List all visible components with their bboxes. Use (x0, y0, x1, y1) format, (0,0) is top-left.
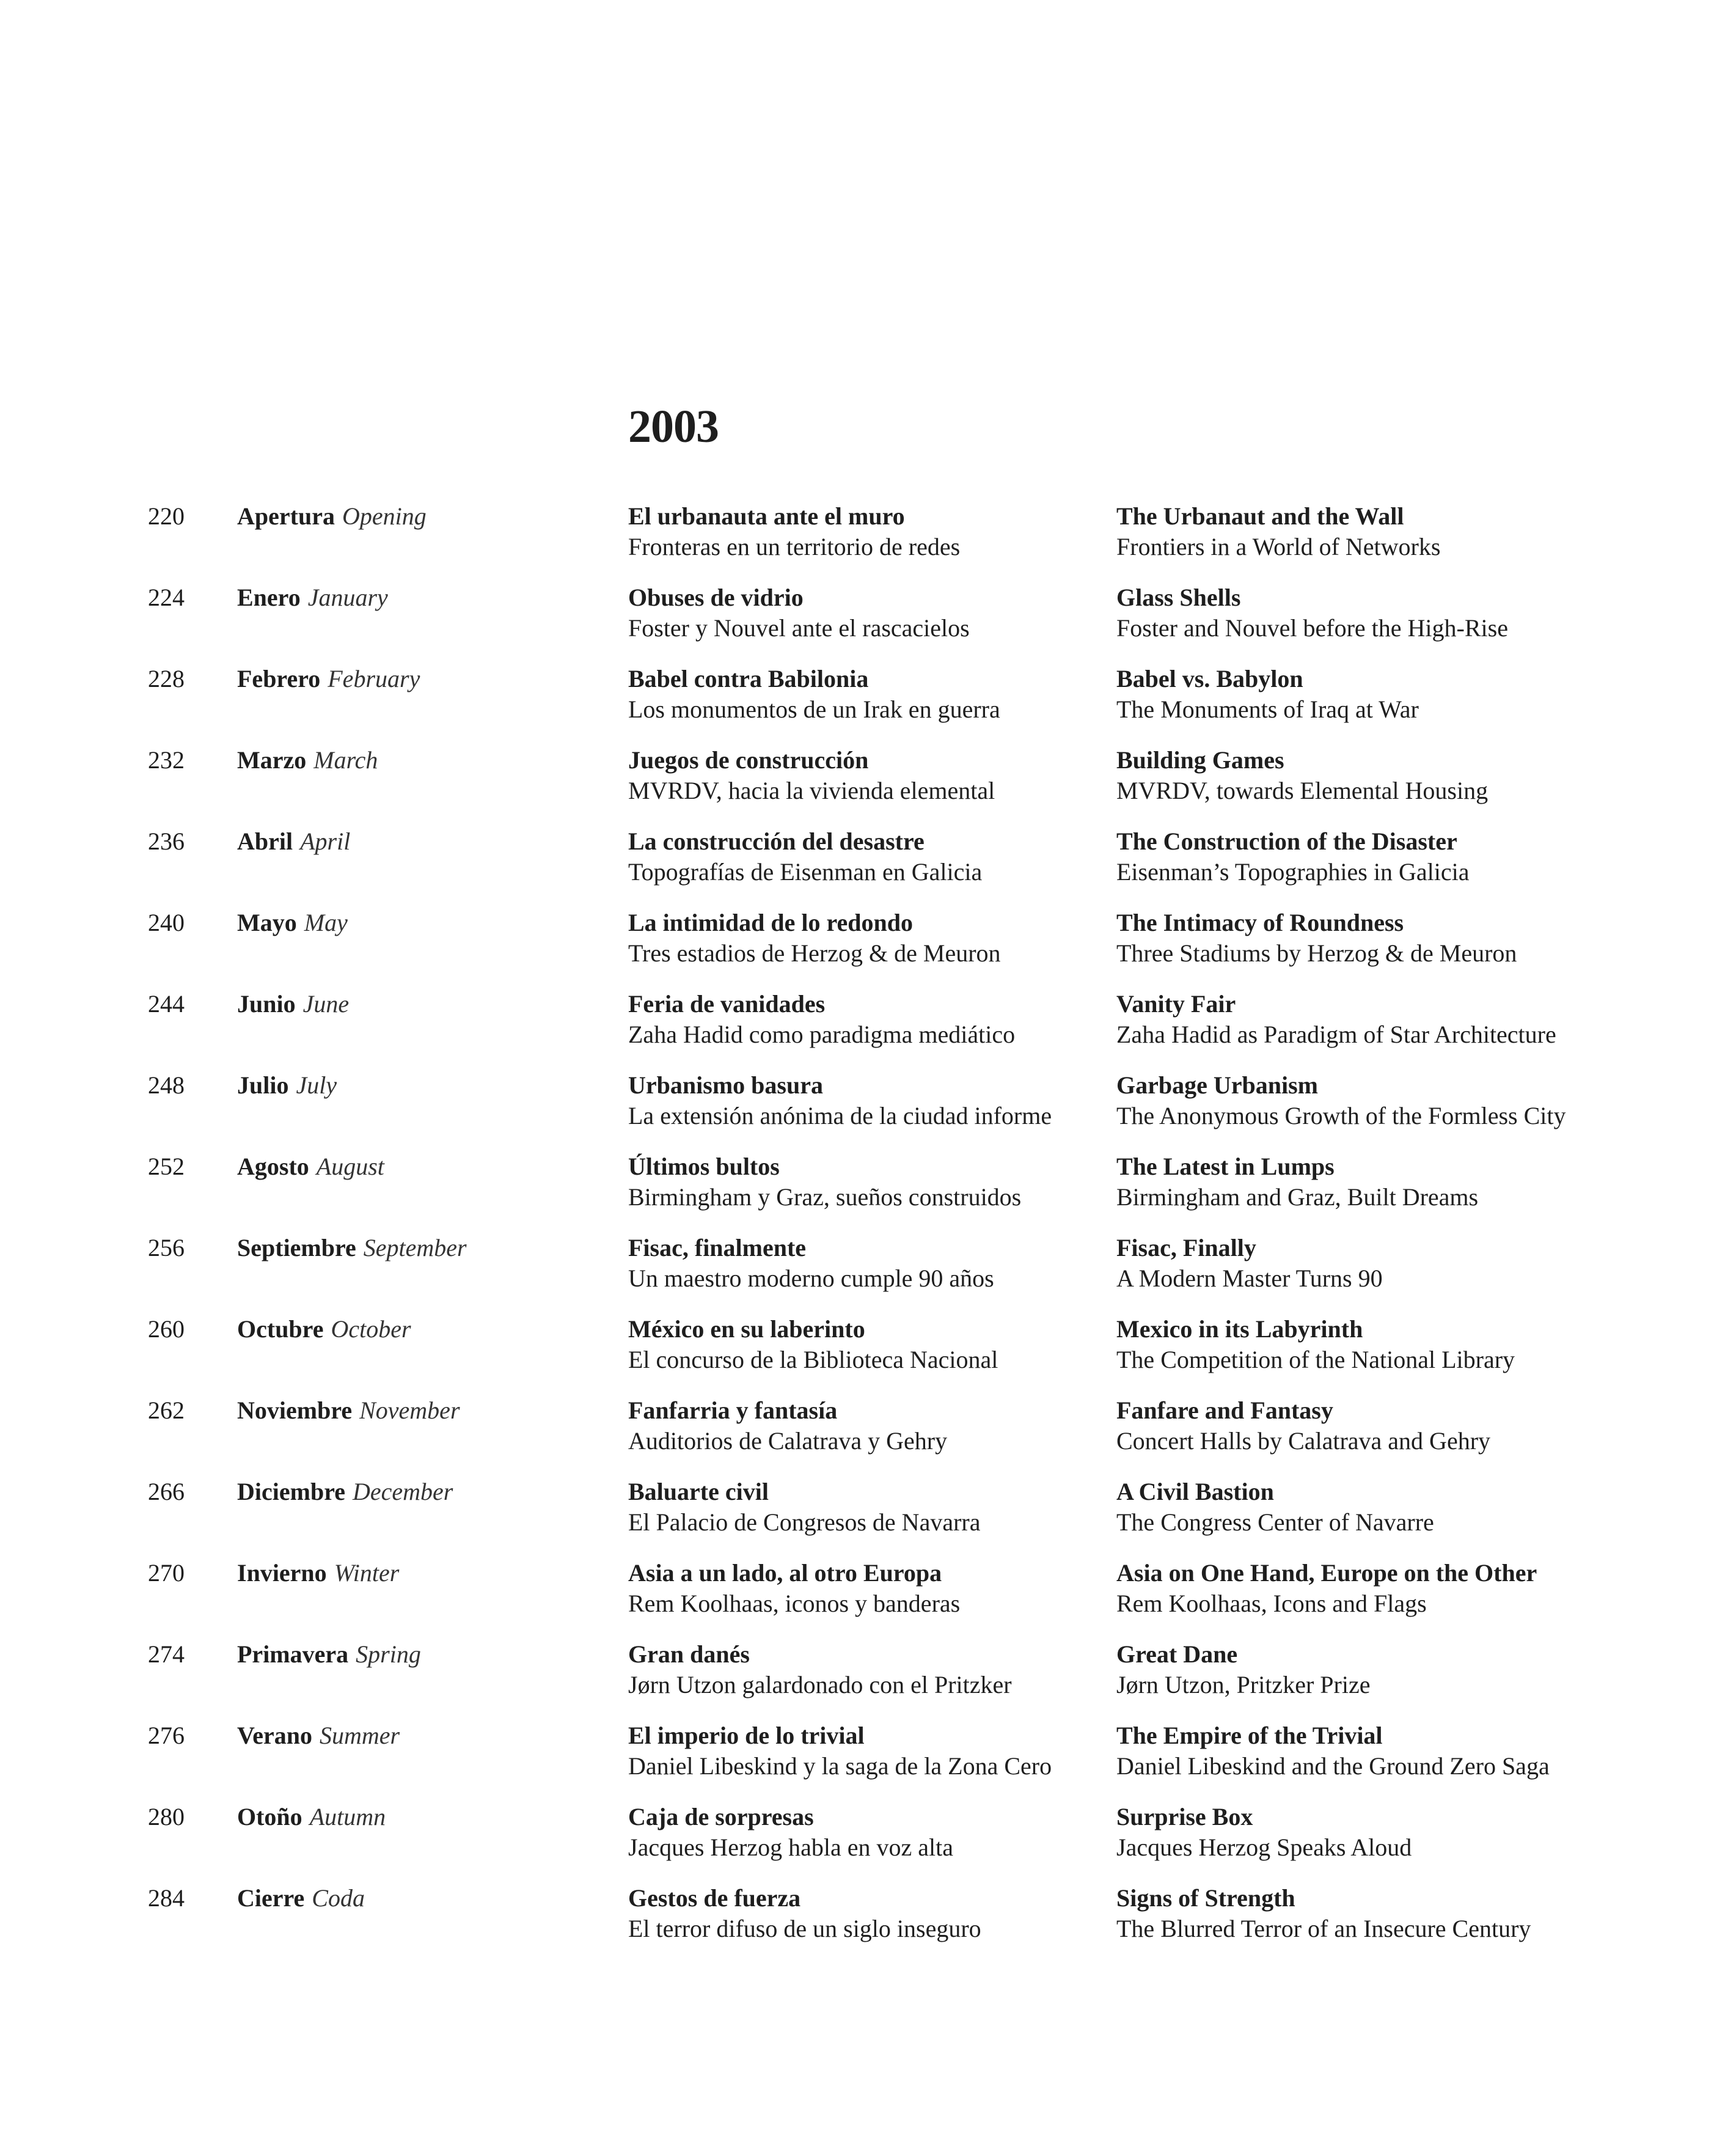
english-title-block (1116, 826, 1469, 887)
month-label (237, 1070, 337, 1101)
page-number: 260 (148, 1315, 185, 1343)
subtitle-spanish: La extensión anónima de la ciudad informe (628, 1102, 1052, 1129)
subtitle-english: Rem Koolhaas, Icons and Flags (1116, 1590, 1427, 1617)
page-number: 232 (148, 746, 185, 774)
toc-entry (0, 989, 1736, 1070)
toc-entry (0, 582, 1736, 664)
page-number: 224 (148, 584, 185, 611)
toc-entry (0, 664, 1736, 745)
month-english: November (359, 1397, 460, 1424)
month-label (237, 1802, 386, 1832)
toc-entry (0, 501, 1736, 582)
month-spanish: Primavera (237, 1640, 349, 1668)
month-spanish: Agosto (237, 1153, 309, 1180)
subtitle-spanish: El terror difuso de un siglo inseguro (628, 1915, 981, 1942)
subtitle-spanish: Los monumentos de un Irak en guerra (628, 696, 1000, 723)
month-english: June (302, 990, 350, 1018)
title-english: Glass Shells (1116, 584, 1241, 611)
month-english: January (307, 584, 388, 611)
toc-entry (0, 826, 1736, 908)
toc-entry (0, 1233, 1736, 1314)
english-title-block (1116, 664, 1419, 725)
toc-entry (0, 1720, 1736, 1802)
page-number: 270 (148, 1559, 185, 1587)
title-english: The Latest in Lumps (1116, 1153, 1335, 1180)
title-spanish: México en su laberinto (628, 1315, 865, 1343)
toc-entry (0, 1639, 1736, 1720)
month-label (237, 1477, 453, 1507)
month-english: Summer (319, 1722, 400, 1749)
month-spanish: Invierno (237, 1559, 327, 1587)
month-label (237, 582, 388, 613)
toc-entry (0, 1314, 1736, 1395)
english-title-block (1116, 1720, 1550, 1782)
toc-entry (0, 908, 1736, 989)
spanish-title-block (628, 826, 982, 887)
subtitle-spanish: Jacques Herzog habla en voz alta (628, 1834, 953, 1861)
spanish-title-block (628, 908, 1001, 969)
toc-entry (0, 1395, 1736, 1477)
title-spanish: Fisac, finalmente (628, 1234, 807, 1261)
english-title-block (1116, 1558, 1537, 1619)
title-english: A Civil Bastion (1116, 1478, 1274, 1505)
month-spanish: Octubre (237, 1315, 324, 1343)
title-english: Vanity Fair (1116, 990, 1236, 1018)
spanish-title-block (628, 1720, 1052, 1782)
month-label (237, 501, 427, 532)
title-spanish: La construcción del desastre (628, 828, 925, 855)
english-title-block (1116, 501, 1440, 562)
subtitle-spanish: Auditorios de Calatrava y Gehry (628, 1427, 948, 1455)
month-english: Coda (312, 1884, 365, 1912)
title-spanish: Juegos de construcción (628, 746, 869, 774)
subtitle-spanish: Tres estadios de Herzog & de Meuron (628, 939, 1001, 967)
english-title-block (1116, 1314, 1515, 1375)
english-title-block (1116, 1395, 1490, 1456)
table-of-contents (0, 501, 1736, 1964)
title-english: Fanfare and Fantasy (1116, 1397, 1333, 1424)
spanish-title-block (628, 1802, 953, 1863)
month-english: March (313, 746, 378, 774)
title-spanish: Últimos bultos (628, 1153, 780, 1180)
spanish-title-block (628, 1883, 981, 1944)
title-english: The Empire of the Trivial (1116, 1722, 1383, 1749)
month-label (237, 1233, 467, 1263)
title-english: Mexico in its Labyrinth (1116, 1315, 1363, 1343)
subtitle-english: Jørn Utzon, Pritzker Prize (1116, 1671, 1371, 1698)
subtitle-english: Three Stadiums by Herzog & de Meuron (1116, 939, 1517, 967)
year-heading: 2003 (628, 401, 719, 452)
subtitle-spanish: Foster y Nouvel ante el rascacielos (628, 614, 970, 642)
english-title-block (1116, 1070, 1566, 1131)
title-english: Babel vs. Babylon (1116, 665, 1303, 692)
title-english: Building Games (1116, 746, 1284, 774)
month-spanish: Diciembre (237, 1478, 345, 1505)
subtitle-english: Birmingham and Graz, Built Dreams (1116, 1183, 1479, 1211)
month-spanish: Marzo (237, 746, 307, 774)
month-english: Autumn (309, 1803, 386, 1830)
month-spanish: Cierre (237, 1884, 305, 1912)
month-spanish: Julio (237, 1071, 289, 1099)
month-spanish: Abril (237, 828, 293, 855)
title-english: The Urbanaut and the Wall (1116, 502, 1404, 530)
title-spanish: Obuses de vidrio (628, 584, 804, 611)
page-number: 262 (148, 1397, 185, 1424)
month-english: Opening (342, 502, 427, 530)
title-spanish: Gran danés (628, 1640, 750, 1668)
month-english: September (363, 1234, 467, 1261)
english-title-block (1116, 908, 1517, 969)
page-number: 248 (148, 1071, 185, 1099)
subtitle-english: The Congress Center of Navarre (1116, 1508, 1434, 1536)
month-english: October (331, 1315, 411, 1343)
page-number: 284 (148, 1884, 185, 1912)
month-spanish: Septiembre (237, 1234, 356, 1261)
title-spanish: Babel contra Babilonia (628, 665, 869, 692)
subtitle-english: Eisenman’s Topographies in Galicia (1116, 858, 1470, 886)
english-title-block (1116, 989, 1556, 1050)
subtitle-english: Daniel Libeskind and the Ground Zero Saga (1116, 1752, 1550, 1780)
month-spanish: Enero (237, 584, 301, 611)
subtitle-spanish: Zaha Hadid como paradigma mediático (628, 1021, 1016, 1048)
month-english: December (352, 1478, 453, 1505)
month-label (237, 1314, 411, 1345)
month-english: February (328, 665, 420, 692)
month-label (237, 664, 420, 694)
title-spanish: Urbanismo basura (628, 1071, 823, 1099)
spanish-title-block (628, 1314, 998, 1375)
month-english: August (316, 1153, 384, 1180)
page-number: 280 (148, 1803, 185, 1830)
title-spanish: La intimidad de lo redondo (628, 909, 914, 936)
toc-entry (0, 1558, 1736, 1639)
subtitle-english: MVRDV, towards Elemental Housing (1116, 777, 1489, 804)
month-label (237, 745, 378, 776)
title-spanish: Feria de vanidades (628, 990, 826, 1018)
toc-entry (0, 745, 1736, 826)
subtitle-english: The Monuments of Iraq at War (1116, 696, 1419, 723)
title-spanish: El imperio de lo trivial (628, 1722, 865, 1749)
english-title-block (1116, 1233, 1383, 1294)
page-number: 274 (148, 1640, 185, 1668)
spanish-title-block (628, 1395, 947, 1456)
month-spanish: Apertura (237, 502, 335, 530)
english-title-block (1116, 1802, 1412, 1863)
spanish-title-block (628, 1558, 960, 1619)
english-title-block (1116, 1639, 1370, 1700)
english-title-block (1116, 1151, 1478, 1213)
spanish-title-block (628, 989, 1015, 1050)
page-number: 276 (148, 1722, 185, 1749)
subtitle-spanish: Un maestro moderno cumple 90 años (628, 1265, 994, 1292)
spanish-title-block (628, 1477, 980, 1538)
subtitle-spanish: Birmingham y Graz, sueños construidos (628, 1183, 1022, 1211)
title-spanish: Asia a un lado, al otro Europa (628, 1559, 942, 1587)
english-title-block (1116, 1883, 1531, 1944)
spanish-title-block (628, 501, 960, 562)
toc-entry (0, 1070, 1736, 1151)
title-english: Great Dane (1116, 1640, 1238, 1668)
month-spanish: Otoño (237, 1803, 302, 1830)
page-number: 252 (148, 1153, 185, 1180)
toc-entry (0, 1883, 1736, 1964)
subtitle-english: Concert Halls by Calatrava and Gehry (1116, 1427, 1491, 1455)
title-spanish: Gestos de fuerza (628, 1884, 801, 1912)
page-number: 228 (148, 665, 185, 692)
subtitle-spanish: Topografías de Eisenman en Galicia (628, 858, 983, 886)
subtitle-english: Foster and Nouvel before the High-Rise (1116, 614, 1508, 642)
spanish-title-block (628, 1233, 994, 1294)
spanish-title-block (628, 1639, 1012, 1700)
title-english: Garbage Urbanism (1116, 1071, 1318, 1099)
spanish-title-block (628, 1070, 1052, 1131)
month-english: Spring (356, 1640, 421, 1668)
title-english: Signs of Strength (1116, 1884, 1295, 1912)
month-english: May (304, 909, 348, 936)
month-label (237, 1639, 421, 1670)
page-number: 240 (148, 909, 185, 936)
subtitle-spanish: El concurso de la Biblioteca Nacional (628, 1346, 998, 1373)
month-spanish: Junio (237, 990, 296, 1018)
english-title-block (1116, 1477, 1434, 1538)
toc-entry (0, 1151, 1736, 1233)
month-spanish: Mayo (237, 909, 297, 936)
english-title-block (1116, 582, 1508, 644)
spanish-title-block (628, 745, 995, 806)
month-english: Winter (334, 1559, 400, 1587)
subtitle-spanish: El Palacio de Congresos de Navarra (628, 1508, 981, 1536)
english-title-block (1116, 745, 1488, 806)
title-english: Fisac, Finally (1116, 1234, 1256, 1261)
month-label (237, 1720, 400, 1751)
month-spanish: Febrero (237, 665, 321, 692)
title-spanish: Fanfarria y fantasía (628, 1397, 838, 1424)
subtitle-english: The Blurred Terror of an Insecure Century (1116, 1915, 1531, 1942)
month-label (237, 908, 348, 938)
title-english: The Intimacy of Roundness (1116, 909, 1404, 936)
month-english: April (300, 828, 351, 855)
subtitle-spanish: Jørn Utzon galardonado con el Pritzker (628, 1671, 1012, 1698)
spanish-title-block (628, 664, 1000, 725)
spanish-title-block (628, 1151, 1021, 1213)
title-spanish: El urbanauta ante el muro (628, 502, 905, 530)
month-spanish: Noviembre (237, 1397, 353, 1424)
month-label (237, 1558, 399, 1588)
title-spanish: Caja de sorpresas (628, 1803, 814, 1830)
subtitle-english: Jacques Herzog Speaks Aloud (1116, 1834, 1412, 1861)
page-number: 220 (148, 502, 185, 530)
month-english: July (296, 1071, 337, 1099)
subtitle-english: The Anonymous Growth of the Formless City (1116, 1102, 1566, 1129)
month-spanish: Verano (237, 1722, 312, 1749)
month-label (237, 1883, 365, 1914)
subtitle-spanish: Rem Koolhaas, iconos y banderas (628, 1590, 961, 1617)
subtitle-english: A Modern Master Turns 90 (1116, 1265, 1383, 1292)
page-number: 256 (148, 1234, 185, 1261)
title-english: The Construction of the Disaster (1116, 828, 1457, 855)
toc-entry (0, 1477, 1736, 1558)
title-english: Asia on One Hand, Europe on the Other (1116, 1559, 1537, 1587)
month-label (237, 826, 350, 857)
month-label (237, 1151, 384, 1182)
subtitle-english: The Competition of the National Library (1116, 1346, 1515, 1373)
title-spanish: Baluarte civil (628, 1478, 769, 1505)
page-number: 244 (148, 990, 185, 1018)
page-number: 266 (148, 1478, 185, 1505)
page-number: 236 (148, 828, 185, 855)
subtitle-spanish: MVRDV, hacia la vivienda elemental (628, 777, 995, 804)
spanish-title-block (628, 582, 970, 644)
subtitle-english: Zaha Hadid as Paradigm of Star Architecture (1116, 1021, 1556, 1048)
subtitle-english: Frontiers in a World of Networks (1116, 533, 1441, 560)
subtitle-spanish: Fronteras en un territorio de redes (628, 533, 961, 560)
title-english: Surprise Box (1116, 1803, 1253, 1830)
subtitle-spanish: Daniel Libeskind y la saga de la Zona Cero (628, 1752, 1052, 1780)
month-label (237, 989, 349, 1019)
toc-entry (0, 1802, 1736, 1883)
month-label (237, 1395, 460, 1426)
